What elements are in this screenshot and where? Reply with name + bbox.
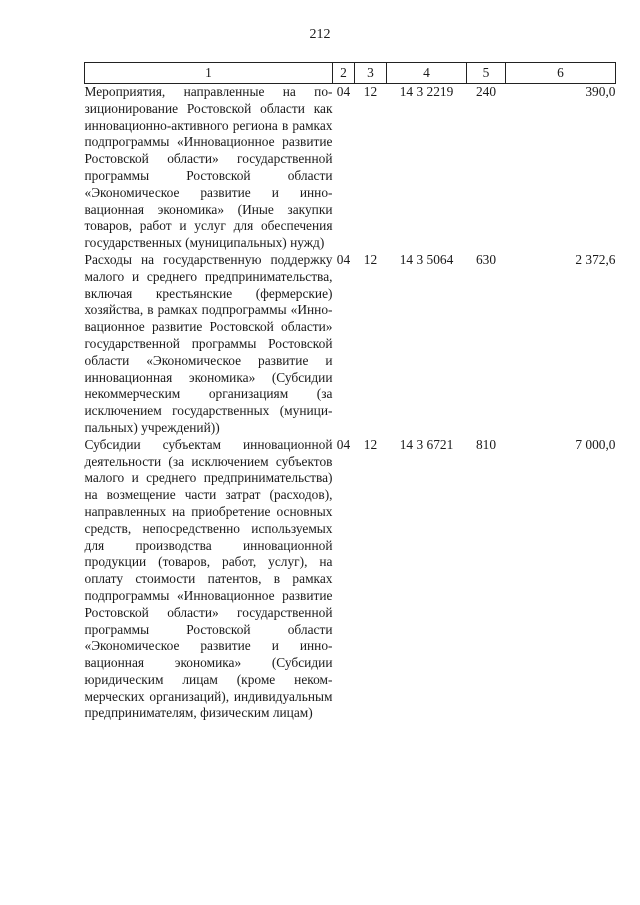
page-number: 212 [309,27,331,42]
column-header-4: 4 [387,63,467,84]
header-row [85,63,616,84]
table-row [85,437,616,723]
section-code: 04 [336,436,351,452]
column-header-2: 2 [333,63,355,84]
row-description: Субсидии субъектам инновационной деятельности (за исключением субъектов малого и среднего предпринимательства) на возмещение части затрат (расходов), направленных на приобретение основных средств, непосредственно используемых для производства инновационной продукции (товаров, работ, услуг), на оплату стоимости патентов, в рамках подпрограммы «Инновационное развитие Ростовской области» государственной программы Ростовской области «Экономическое развитие и инновационная экономика» (Субсидии юридическим лицам (кроме некоммерческих организаций), индивидуальным предпринимателям, физическим лицам) [84,436,333,721]
subsection-code: 12 [363,84,378,99]
table-row [85,84,616,252]
amount-value: 7 000,0 [575,436,616,452]
amount-value: 390,0 [585,84,616,99]
column-header-6: 6 [506,63,616,84]
column-header-3: 3 [355,63,387,84]
subsection-code: 12 [363,251,378,267]
section-code: 04 [336,251,351,267]
expense-type-code: 630 [475,251,497,267]
table-row [85,252,616,437]
budget-table [84,62,616,722]
column-header-1: 1 [85,63,333,84]
subsection-code: 12 [363,436,378,452]
section-code: 04 [336,84,351,99]
column-header-5: 5 [467,63,506,84]
target-article-code: 14 3 2219 [399,84,454,99]
expense-type-code: 240 [475,84,497,99]
expense-type-code: 810 [475,436,497,452]
target-article-code: 14 3 6721 [399,436,454,452]
target-article-code: 14 3 5064 [399,251,454,267]
amount-value: 2 372,6 [575,251,616,267]
row-description: Мероприятия, направленные на позиционирование Ростовской области как инновационно-активного региона в рамках подпрограммы «Инновационное развитие Ростовской области» государственной программы Ростовской области «Экономическое развитие и инновационная экономика» (Иные закупки товаров, работ и услуг для обеспечения государственных (муниципальных) нужд) [84,84,333,251]
row-description: Расходы на государственную поддержку малого и среднего предпринимательства, включая крестьянские (фермерские) хозяйства, в рамках подпрограммы «Инновационное развитие Ростовской области» государственной программы Ростовской области «Экономическое развитие и инновационная экономика» (Субсидии некоммерческим организациям (за исключением государственных (муниципальных) учреждений)) [84,251,333,435]
